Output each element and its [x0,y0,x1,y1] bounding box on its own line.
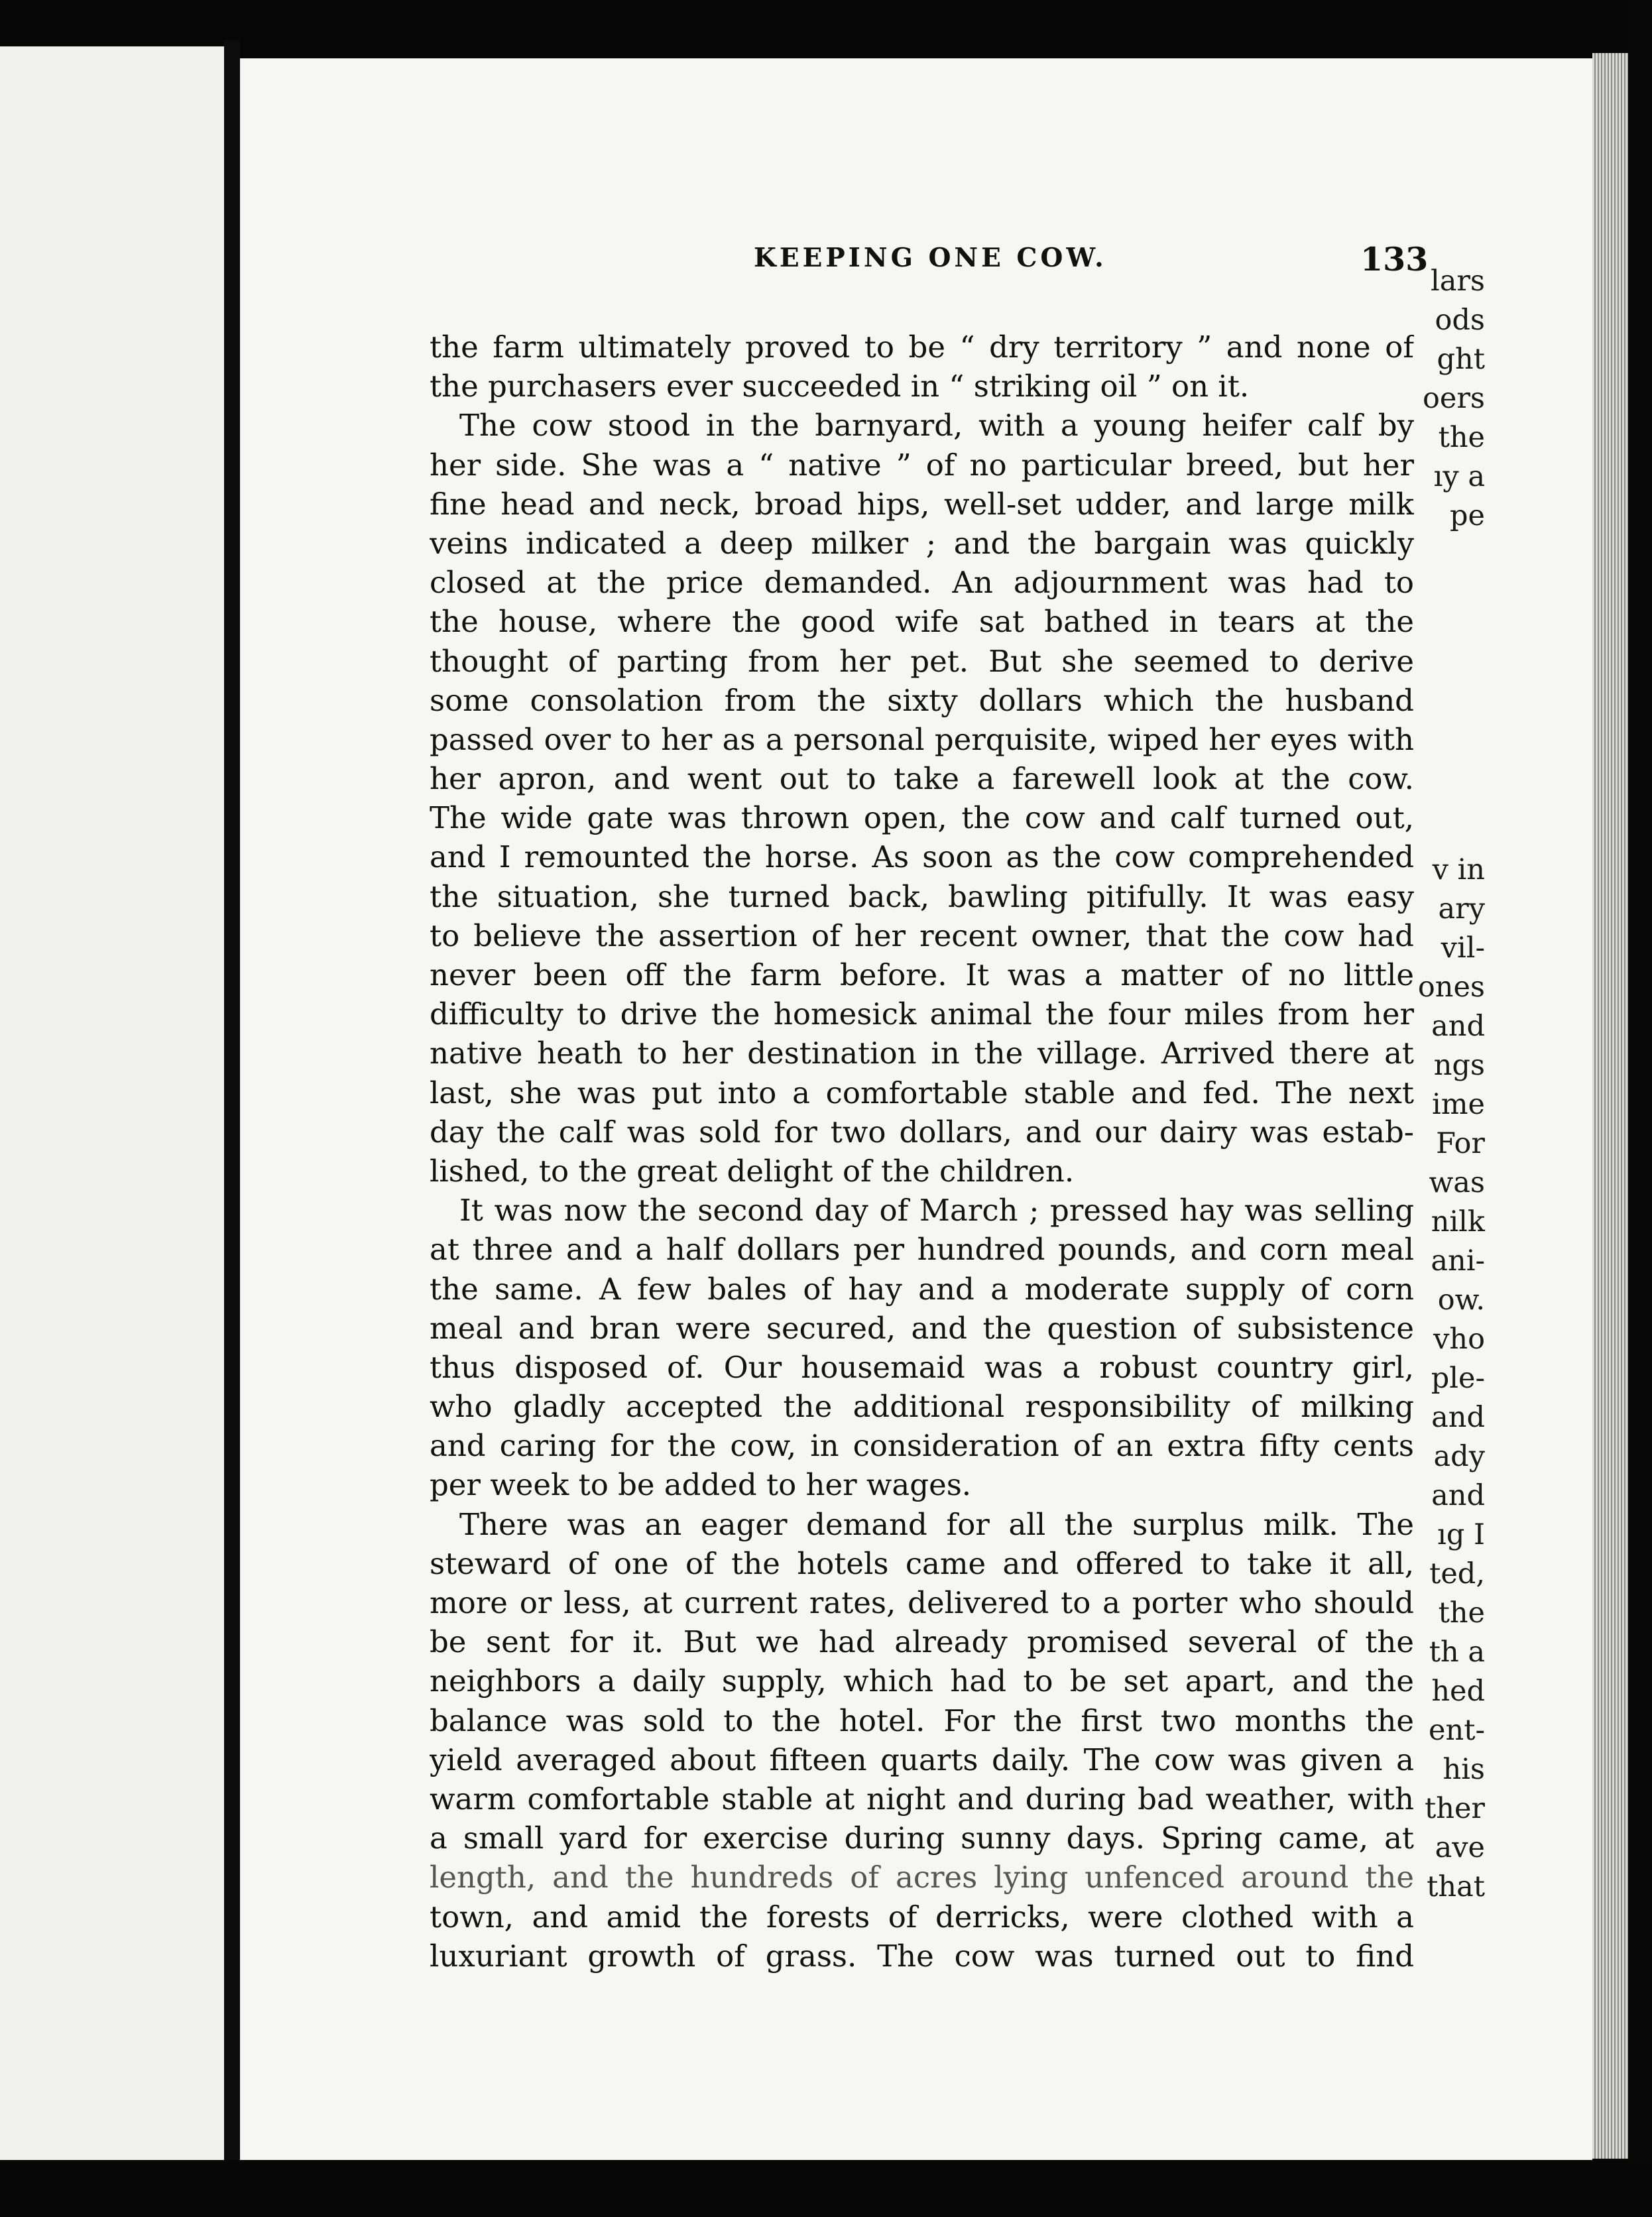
text-line: fine head and neck, broad hips, well-set udder, and large milk [430,486,1414,522]
left-fragment-line: ent- [1429,1714,1485,1747]
text-line: be sent for it. But we had already promised several of the [430,1624,1414,1660]
left-fragment-line: vho [1433,1323,1485,1356]
left-fragment-line: and [1431,1479,1485,1512]
left-fragment-line: ther [1425,1792,1485,1825]
left-page-fragments-top [1423,262,1485,536]
left-fragment-line: hed [1431,1675,1485,1708]
scan-border-right [1628,0,1652,2217]
left-fragment-line: and [1431,1010,1485,1043]
text-line: day the calf was sold for two dollars, and our dairy was estab- [430,1114,1414,1150]
left-fragment-line: ght [1437,343,1485,376]
text-line: the situation, she turned back, bawling pitifully. It was easy [430,878,1414,914]
left-page-edge [0,46,224,2165]
text-line: length, and the hundreds of acres lying unfenced around the [430,1860,1414,1895]
text-line: and I remounted the horse. As soon as the cow comprehended [430,839,1414,875]
left-fragment-line: For [1436,1127,1485,1160]
left-fragment-line: ted, [1429,1557,1485,1590]
book-gutter [224,40,240,2168]
text-line: The cow stood in the barnyard, with a young heifer calf by [459,408,1414,444]
text-line: thought of parting from her pet. But she seemed to derive [430,643,1414,679]
left-fragment-line: ani- [1431,1244,1485,1278]
text-line: more or less, at current rates, delivered to a porter who should [430,1585,1414,1620]
text-line: some consolation from the sixty dollars which the husband [430,682,1414,718]
running-head: KEEPING ONE COW. [754,243,1107,273]
text-line: thus disposed of. Our housemaid was a robust country girl, [430,1349,1414,1385]
body-text [430,328,1414,1976]
text-line: a small yard for exercise during sunny days. Spring came, at [430,1821,1414,1856]
page-number: 133 [1360,240,1429,278]
text-line: There was an eager demand for all the surplus milk. The [459,1506,1414,1542]
left-fragment-line: ady [1433,1440,1485,1473]
left-fragment-line: nilk [1431,1205,1485,1238]
text-line: and caring for the cow, in consideration of an extra fifty cents [430,1428,1414,1464]
text-line: neighbors a daily supply, which had to be set apart, and the [430,1663,1414,1699]
left-fragment-line: and [1431,1401,1485,1434]
text-line: the house, where the good wife sat bathed in tears at the [430,604,1414,640]
left-fragment-line: th a [1429,1636,1485,1669]
text-line: native heath to her destination in the village. Arrived there at [430,1036,1414,1071]
text-line: veins indicated a deep milker ; and the bargain was quickly [430,525,1414,561]
text-line: last, she was put into a comfortable stable and fed. The next [430,1075,1414,1110]
left-fragment-line: ow. [1437,1284,1485,1317]
text-line: balance was sold to the hotel. For the first two months the [430,1703,1414,1738]
left-fragment-line: ıg I [1437,1518,1485,1551]
text-line: luxuriant growth of grass. The cow was turned out to find [430,1938,1414,1974]
text-line: It was now the second day of March ; pressed hay was selling [459,1193,1414,1228]
left-fragment-line: ods [1435,304,1485,337]
left-fragment-line: that [1427,1870,1485,1903]
text-line: the same. A few bales of hay and a moderate supply of corn [430,1271,1414,1307]
text-line: passed over to her as a personal perquisite, wiped her eyes with [430,721,1414,757]
scan-border-bottom [0,2160,1652,2217]
text-line: difficulty to drive the homesick animal the four miles from her [430,996,1414,1032]
text-line: per week to be added to her wages. [430,1467,972,1503]
left-fragment-line: his [1443,1753,1485,1786]
left-fragment-line: ary [1438,892,1485,926]
left-fragment-line: ime [1432,1088,1485,1121]
left-fragment-line: the [1438,1596,1485,1630]
left-fragment-line: the [1438,421,1485,454]
text-line: lished, to the great delight of the children. [430,1153,1075,1189]
text-line: The wide gate was thrown open, the cow and calf turned out, [430,800,1414,836]
left-page-fragments-bottom [1418,851,1485,1907]
text-line: yield averaged about fifteen quarts daily. The cow was given a [430,1742,1414,1777]
left-fragment-line: pe [1450,499,1485,532]
left-fragment-line: ngs [1433,1049,1485,1082]
scan-border-top [0,0,1652,60]
left-fragment-line: ave [1435,1831,1485,1864]
left-fragment-line: v in [1432,853,1485,886]
page-edges [1592,53,1628,2159]
text-line: her apron, and went out to take a farewell look at the cow. [430,761,1414,797]
left-fragment-line: lars [1430,265,1485,298]
text-line: the farm ultimately proved to be “ dry territory ” and none of [430,330,1414,365]
left-fragment-line: was [1429,1166,1485,1199]
left-fragment-line: vil- [1441,931,1485,965]
text-line: her side. She was a “ native ” of no particular breed, but her [430,447,1414,483]
left-fragment-line: ıy a [1433,460,1485,493]
left-fragment-line: oers [1423,382,1485,415]
text-line: who gladly accepted the additional responsibility of milking [430,1389,1414,1425]
text-line: closed at the price demanded. An adjournment was had to [430,565,1414,601]
text-line: to believe the assertion of her recent owner, that the cow had [430,918,1414,953]
text-line: at three and a half dollars per hundred pounds, and corn meal [430,1232,1414,1268]
text-line: warm comfortable stable at night and during bad weather, with [430,1781,1414,1817]
left-fragment-line: ones [1417,971,1485,1004]
text-line: steward of one of the hotels came and offered to take it all, [430,1545,1414,1581]
left-fragment-line: ple- [1431,1362,1485,1395]
text-line: town, and amid the forests of derricks, were clothed with a [430,1899,1414,1935]
text-line: meal and bran were secured, and the question of subsistence [430,1310,1414,1346]
text-line: never been off the farm before. It was a matter of no little [430,957,1414,992]
text-line: the purchasers ever succeeded in “ striking oil ” on it. [430,369,1250,404]
